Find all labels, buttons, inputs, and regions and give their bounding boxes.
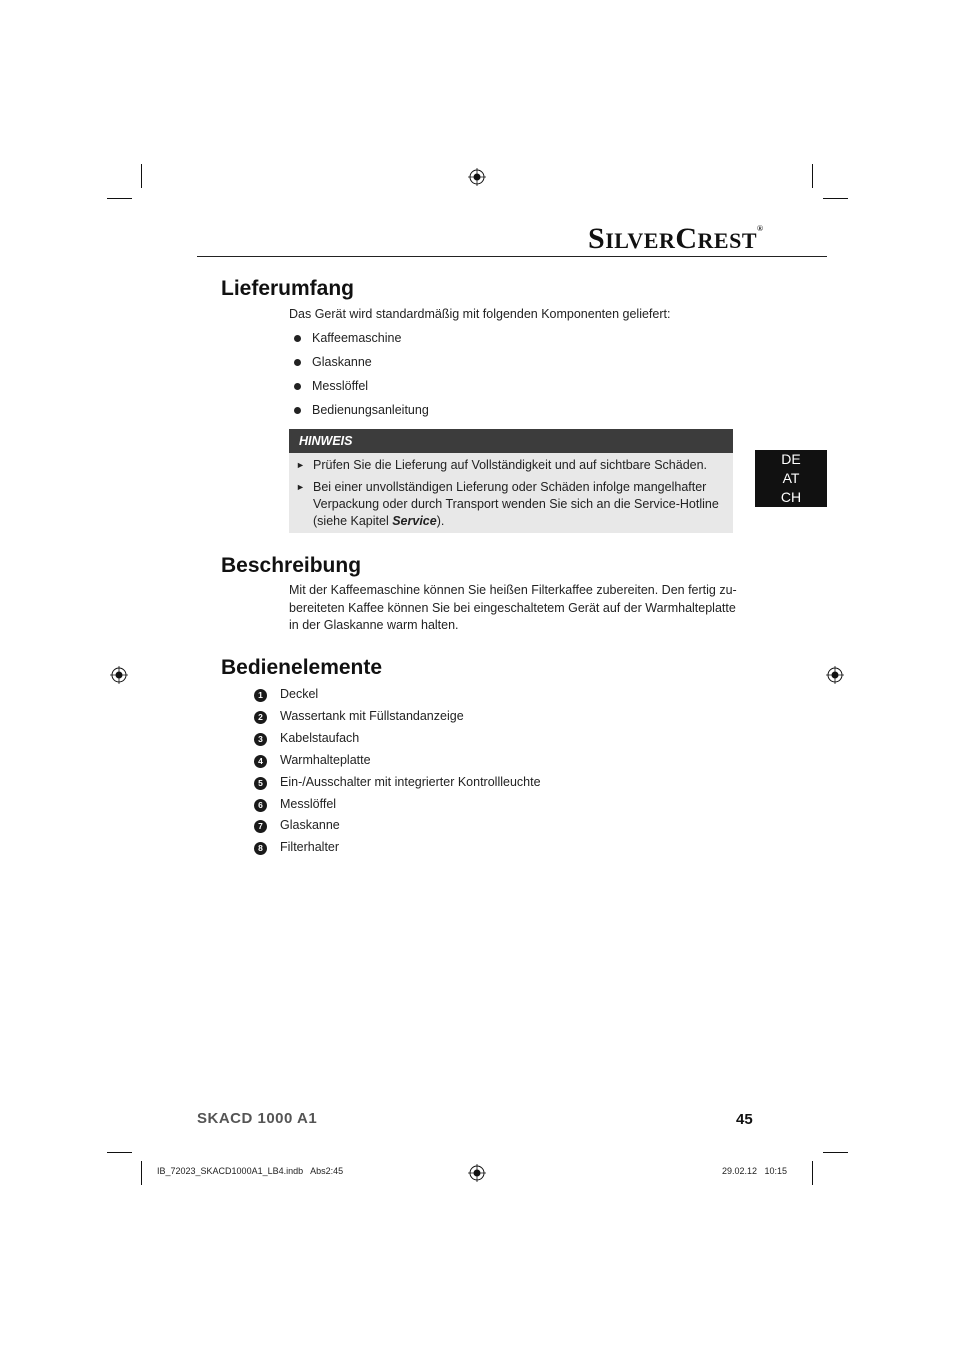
print-slug-file: IB_72023_SKACD1000A1_LB4.indb Abs2:45 [157, 1166, 344, 1176]
language-tab: DE AT CH [755, 450, 827, 507]
header-rule [197, 256, 827, 257]
section-title-bedienelemente: Bedienelemente [221, 656, 383, 679]
crop-mark [812, 164, 813, 188]
number-badge: 6 [254, 799, 267, 812]
list-item: Warmhalteplatte [280, 753, 371, 767]
list-item: Kabelstaufach [280, 731, 360, 745]
crop-mark [141, 164, 142, 188]
section-title-lieferumfang: Lieferumfang [221, 277, 355, 300]
brand-logo: SILVERCREST® [588, 222, 764, 255]
number-badge: 8 [254, 842, 267, 855]
crop-mark [823, 1152, 848, 1153]
crop-mark [823, 198, 848, 199]
print-slug-date: 29.02.12 10:15 [722, 1166, 788, 1176]
list-item: Ein-/Ausschalter mit integrierter Kontrollleuchte [280, 775, 541, 789]
list-item: Kaffeemaschine [312, 331, 401, 345]
list-item: Deckel [280, 687, 319, 701]
model-number: SKACD 1000 A1 [197, 1110, 318, 1127]
registration-mark-icon [468, 168, 486, 186]
page-number: 45 [736, 1111, 753, 1128]
list-item: Messlöffel [280, 797, 337, 811]
crop-mark [107, 198, 132, 199]
hinweis-title: HINWEIS [289, 429, 733, 453]
hinweis-item: ► Prüfen Sie die Lieferung auf Vollständigkeit und auf sichtbare Schäden. [296, 458, 708, 472]
hinweis-box [289, 429, 733, 533]
list-item: Glaskanne [312, 355, 372, 369]
list-item: Glaskanne [280, 818, 340, 832]
number-badge: 1 [254, 689, 267, 702]
number-badge: 4 [254, 755, 267, 768]
crop-mark [107, 1152, 132, 1153]
list-item: Messlöffel [312, 379, 368, 393]
registration-mark-icon [468, 1164, 486, 1182]
number-badge: 2 [254, 711, 267, 724]
list-item: Bedienungsanleitung [312, 403, 429, 417]
registration-mark-icon [826, 666, 844, 684]
number-badge: 5 [254, 777, 267, 790]
list-item: Filterhalter [280, 840, 340, 854]
arrow-icon: ► [296, 460, 305, 470]
list-item: Wassertank mit Füllstandanzeige [280, 709, 464, 723]
crop-mark [812, 1161, 813, 1185]
beschreibung-text: Mit der Kaffeemaschine können Sie heißen Filterkaffee zubereiten. Den fertig zu- bereiteten Kaffee können Sie bei eingeschaltetem Gerät auf der Warmhalteplatte in der Glaskanne warm halten. [289, 583, 737, 632]
number-badge: 7 [254, 820, 267, 833]
lieferumfang-intro: Das Gerät wird standardmäßig mit folgenden Komponenten geliefert: [289, 307, 671, 321]
arrow-icon: ► [296, 482, 305, 492]
registration-mark-icon [110, 666, 128, 684]
crop-mark [141, 1161, 142, 1185]
number-badge: 3 [254, 733, 267, 746]
section-title-beschreibung: Beschreibung [221, 554, 362, 577]
hinweis-item: ► Bei einer unvollständigen Lieferung oder Schäden infolge mangelhafter Verpackung oder durch Transport wenden Sie sich an die Service-Hotline (siehe Kapitel Service). [296, 480, 719, 528]
